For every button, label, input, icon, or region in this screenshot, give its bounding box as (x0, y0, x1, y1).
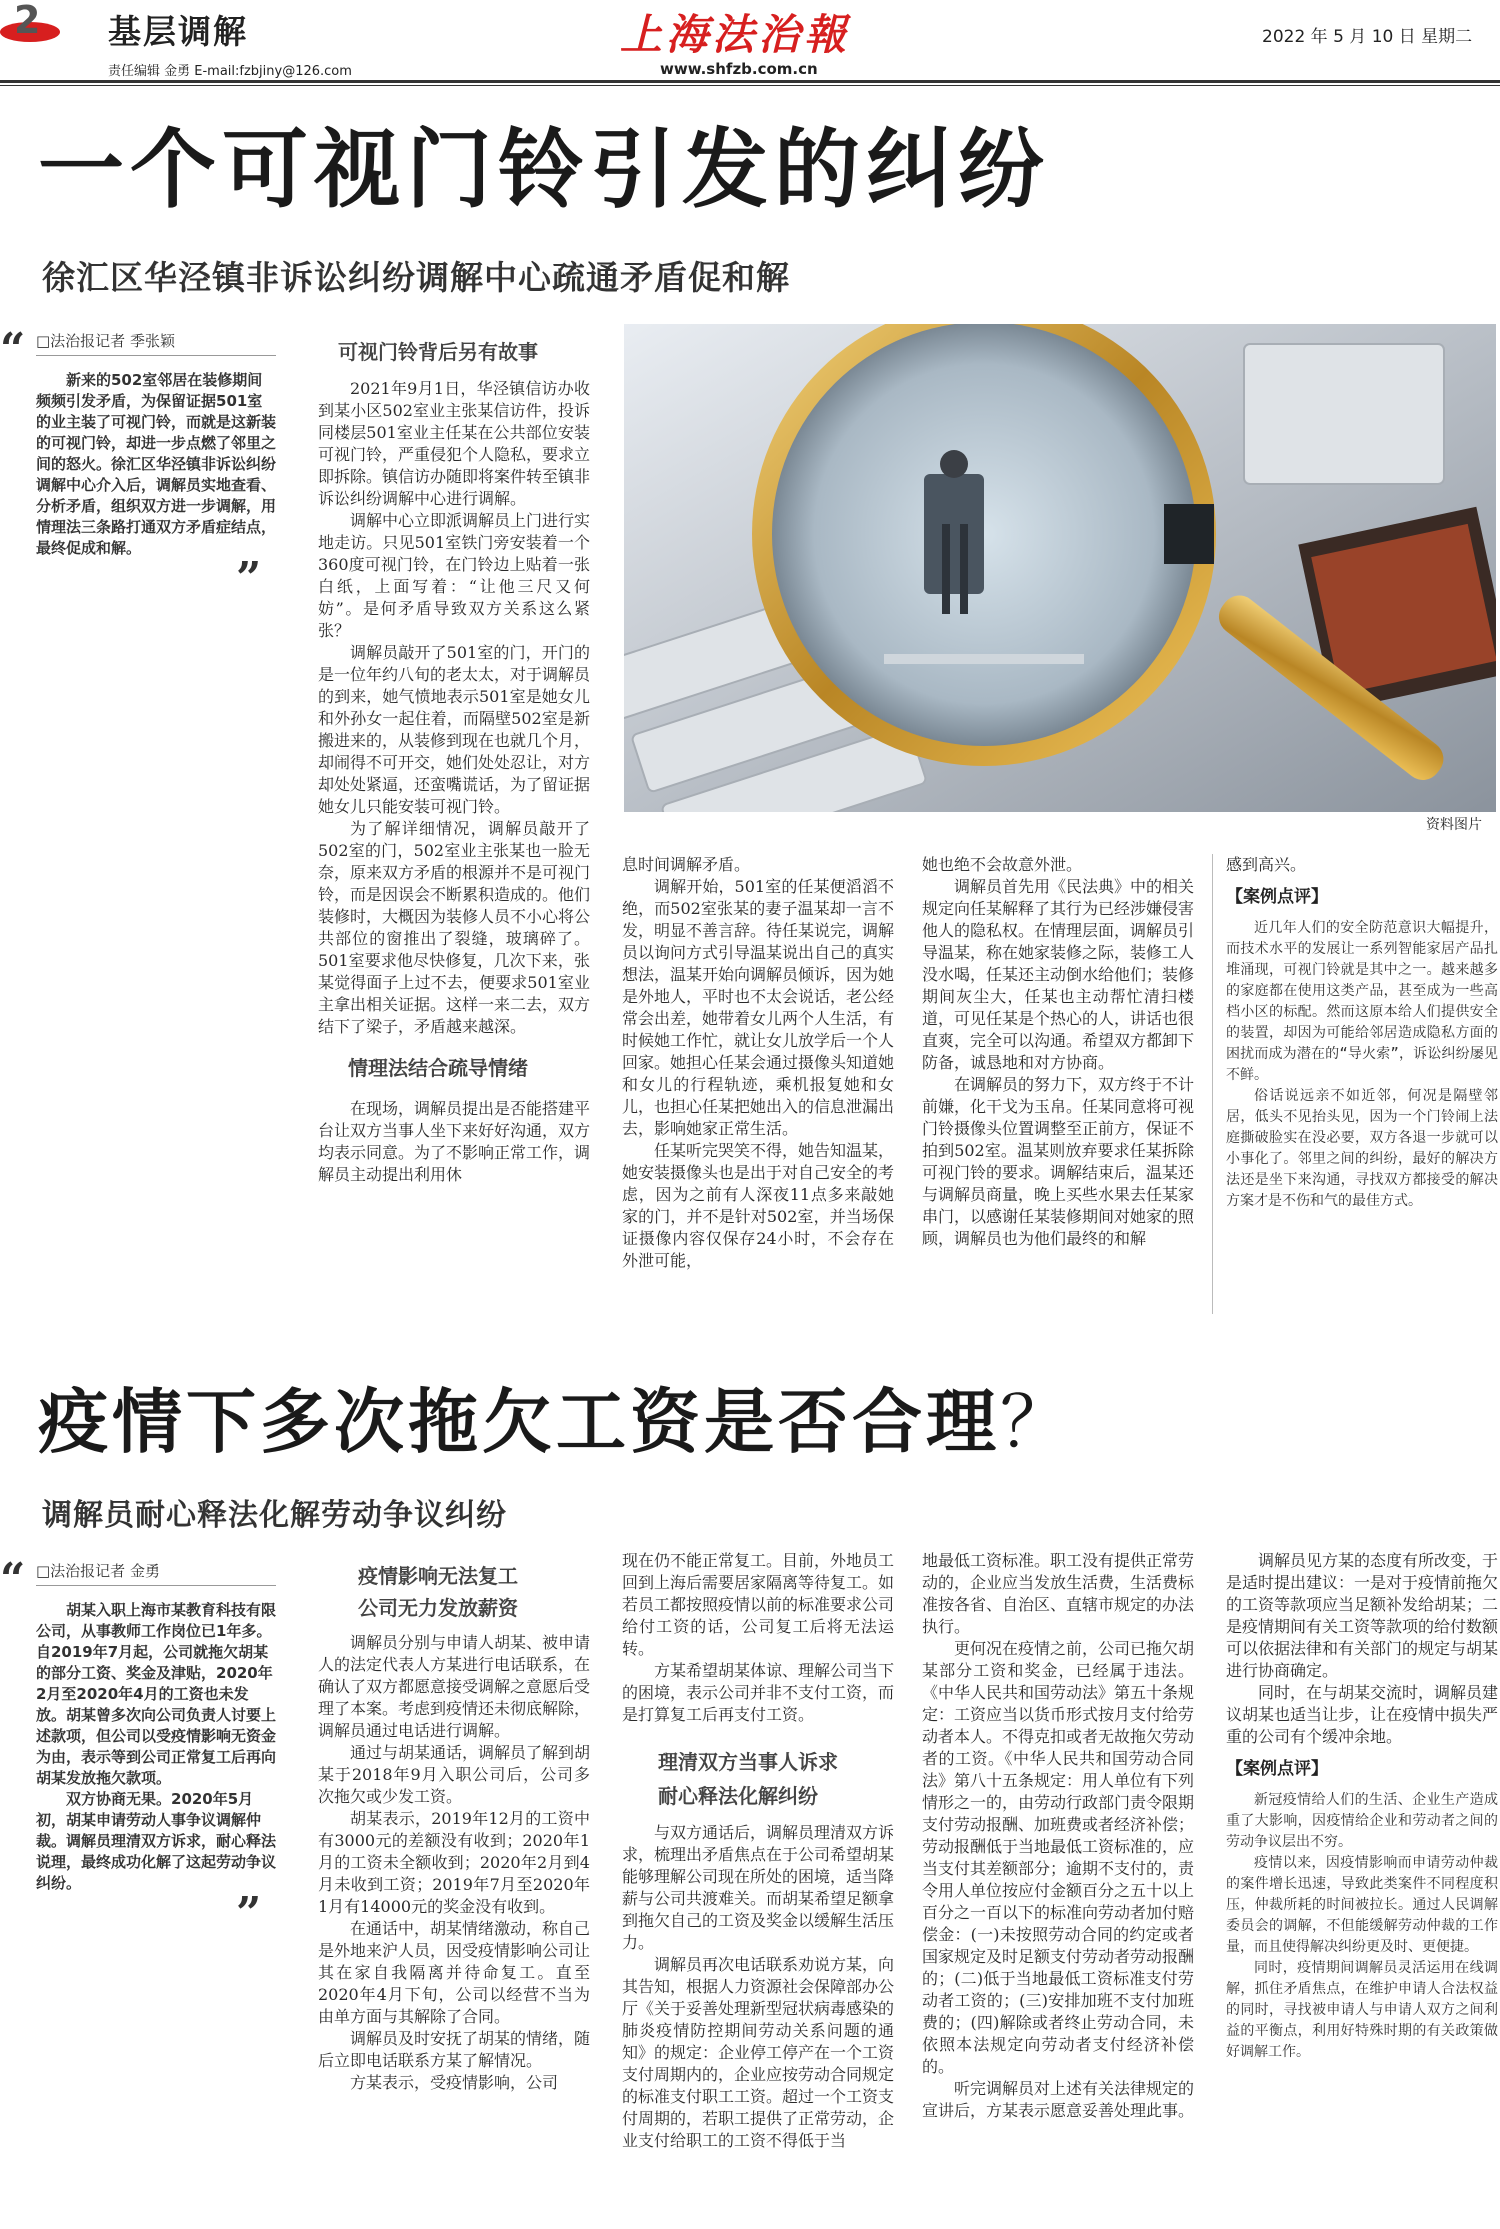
website: www.shfzb.com.cn (660, 60, 818, 78)
article2-comment-title: 【案例点评】 (1226, 1759, 1328, 1779)
open-quote-mark: “ (0, 324, 26, 375)
article1-subhead-1: 可视门铃背后另有故事 (338, 340, 538, 364)
article1-col2-p1: 2021年9月1日，华泾镇信访办收到某小区502室业主张某信访件，投诉同楼层501室业主任某在公共部位安装可视门铃，严重侵犯个人隐私，要求立即拆除。镇信访办随即将案件转至镇非诉讼纠纷调解中心进行调解。 (318, 379, 591, 508)
article2-comment-p2: 疫情以来，因疫情影响而申请劳动仲裁的案件增长迅速，导致此类案件不同程度积压，仲裁所耗的时间被拉长。通过人民调解委员会的调解，不但能缓解劳动仲裁的工作量，而且使得解决纠纷更及时、更便捷。 (1226, 1855, 1498, 1955)
article2-col5 (1226, 1550, 1498, 2063)
article2-subhead: 调解员耐心释法化解劳动争议纠纷 (42, 1498, 507, 1533)
issue-date: 2022 年 5 月 10 日 星期二 (1262, 27, 1473, 47)
article1-subhead-2: 情理法结合疏导情绪 (348, 1056, 528, 1080)
article1-lead-text: 新来的502室邻居在装修期间频频引发矛盾，为保留证据501室的业主装了可视门铃，而就是这新装的可视门铃，却进一步点燃了邻里之间的怒火。徐汇区华泾镇非诉讼纠纷调解中心介入后，调解员实地查看、分析矛盾，组织双方进一步调解，用情理法三条路打通双方矛盾症结点，最终促成和解。 (36, 371, 277, 557)
article1-col3-p2: 调解开始，501室的任某便滔滔不绝，而502室张某的妻子温某却一言不发，明显不善言辞。待任某说完，调解员以询问方式引导温某说出自己的真实想法，温某开始向调解员倾诉，因为她是外地人，平时也不太会说话，老公经常会出差，她带着女儿两个人生活，有时候她工作忙，就让女儿放学后一个人回家。她担心任某会通过摄像头知道她和女儿的行程轨迹，乘机报复她和女儿，也担心任某把她出入的信息泄漏出去，影响她家正常生活。 (622, 877, 895, 1138)
article1-col3 (622, 854, 894, 1272)
article1-lead (36, 370, 276, 559)
article1-col3-p3: 任某听完哭笑不得，她告知温某，她安装摄像头也是出于对自己安全的考虑，因为之前有人深夜11点多来敲她家的门，并不是针对502室，并当场保证摄像内容仅保存24小时，不会存在外泄可能， (622, 1141, 895, 1270)
article2-col3-p4: 调解员再次电话联系劝说方某，向其告知，根据人力资源社会保障部办公厅《关于妥善处理新型冠状病毒感染的肺炎疫情防控期间劳动关系问题的通知》的规定：企业停工停产在一个工资支付周期内的，企业应按劳动合同规定的标准支付职工工资。超过一个工资支付周期的，若职工提供了正常劳动，企业支付给职工的工资不得低于当 (622, 1955, 895, 2150)
article2-headline: 疫情下多次拖欠工资是否合理 (38, 1381, 1000, 1463)
article2-col2-p2: 通过与胡某通话，调解员了解到胡某于2018年9月入职公司后，公司多次拖欠或少发工资。 (318, 1743, 591, 1806)
article1-col2b-p1: 在现场，调解员提出是否能搭建平台让双方当事人坐下来好好沟通，双方均表示同意。为了不影响正常工作，调解员主动提出利用休 (318, 1099, 591, 1184)
article1-col2 (318, 338, 590, 1186)
photo-caption: 资料图片 (1426, 817, 1482, 833)
article2-lead (36, 1600, 276, 1894)
article1-col4-p1: 她也绝不会故意外泄。 (922, 855, 1083, 874)
article2-headline-wrap (38, 1380, 1074, 1464)
article1-col2-p3: 调解员敲开了501室的门，开门的是一位年约八旬的老太太，对于调解员的到来，她气愤地表示501室是她女儿和外孙女一起住着，而隔壁502室是新搬进来的，从装修到现在也就几个月，却闹得不可开交，她们处处忍让，对方却处处紧逼，还蛮嘴谎话，为了留证据她女儿只能安装可视门铃。 (318, 643, 591, 816)
article1-comment (1226, 918, 1498, 1212)
article2-col3-p2: 方某希望胡某体谅、理解公司当下的困境，表示公司并非不支付工资，而是打算复工后再支付工资。 (622, 1661, 895, 1724)
article2-subhead-2a: 理清双方当事人诉求 (658, 1750, 838, 1774)
page-number-badge (0, 2, 62, 44)
article2-lead-box (0, 1554, 277, 1939)
article1-col5-lead: 感到高兴。 (1226, 855, 1307, 874)
article2-col3-p3: 与双方通话后，调解员理清双方诉求，梳理出矛盾焦点在于公司希望胡某能够理解公司现在所处的困境，适当降薪与公司共渡难关。而胡某希望足额拿到拖欠自己的工资及奖金以缓解生活压力。 (622, 1823, 895, 1952)
section-title: 基层调解 (108, 12, 248, 51)
article1-col5-rule (1212, 854, 1213, 1314)
article1-comment-p1: 近几年人们的安全防范意识大幅提升，而技术水平的发展让一系列智能家居产品扎堆涌现，可视门铃就是其中之一。越来越多的家庭都在使用这类产品，甚至成为一些高档小区的标配。然而这原本给人们提供安全的装置，却因为可能给邻居造成隐私方面的困扰而成为潜在的“导火索”，诉讼纠纷屡见不鲜。 (1226, 920, 1498, 1083)
article1-col4 (922, 854, 1194, 1250)
article2-byline: □法治报记者 金勇 (36, 1560, 276, 1586)
article1-col4-p2: 调解员首先用《民法典》中的相关规定向任某解释了其行为已经涉嫌侵害他人的隐私权。在情理层面，调解员引导温某，称在她家装修之际，装修工人没水喝，任某还主动倒水给他们；装修期间灰尘大，任某也主动帮忙清扫楼道，可见任某是个热心的人，讲话也很直爽，完全可以沟通。希望双方都卸下防备，诚恳地和对方协商。 (922, 877, 1195, 1072)
magnifier-keyboard-illustration (624, 324, 1496, 812)
article2-col5-p1: 调解员见方某的态度有所改变，于是适时提出建议：一是对于疫情前拖欠的工资等款项应当足额补发给胡某；二是疫情期间有关工资等款项的给付数额可以依据法律和有关部门的规定与胡某进行协商确定。 (1226, 1551, 1499, 1680)
close-quote-mark: ” (236, 1888, 262, 1939)
editor-line: 责任编辑 金勇 E-mail:fzbjiny@126.com (108, 64, 352, 79)
article2-col2 (318, 1562, 590, 2094)
article1-byline: □法治报记者 季张颖 (36, 330, 276, 356)
article2-col3 (622, 1550, 894, 2152)
article1-col4-p3: 在调解员的努力下，双方终于不计前嫌，化干戈为玉帛。任某同意将可视门铃摄像头位置调整至正前方，保证不拍到502室。温某则放弃要求任某拆除可视门铃的要求。调解结束后，温某还与调解员商量，晚上买些水果去任某家串门，以感谢任某装修期间对她家的照顾，调解员也为他们最终的和解 (922, 1075, 1195, 1248)
article2-subhead-1b: 公司无力发放薪资 (358, 1596, 518, 1620)
article2-col3-p1: 现在仍不能正常复工。目前，外地员工回到上海后需要居家隔离等待复工。如若员工都按照疫情以前的标准要求公司给付工资的话，公司复工后将无法运转。 (622, 1551, 895, 1658)
article2-comment (1226, 1790, 1498, 2063)
header-rule-thin (0, 85, 1500, 86)
masthead: 上海法治報 (620, 10, 851, 59)
article1-col2-p2: 调解中心立即派调解员上门进行实地走访。只见501室铁门旁安装着一个360度可视门铃，在门铃边上贴着一张白纸，上面写着：“让他三尺又何妨”。是何矛盾导致双方关系这么紧张？ (318, 511, 591, 640)
article1-subhead: 徐汇区华泾镇非诉讼纠纷调解中心疏通矛盾促和解 (42, 258, 790, 297)
article1-col5 (1226, 854, 1498, 1212)
article2-lead-p2: 双方协商无果。2020年5月初，胡某申请劳动人事争议调解仲裁。调解员理清双方诉求，耐心释法说理，最终成功化解了这起劳动争议纠纷。 (36, 1790, 277, 1892)
article2-comment-p1: 新冠疫情给人们的生活、企业生产造成重了大影响，因疫情给企业和劳动者之间的劳动争议层出不穷。 (1226, 1792, 1498, 1850)
article1-photo (624, 324, 1496, 812)
article1-lead-box (0, 324, 277, 604)
page-number: 2 (14, 0, 41, 42)
article1-headline: 一个可视门铃引发的纠纷 (38, 120, 1050, 220)
open-quote-mark: “ (0, 1554, 26, 1605)
article2-col2-p6: 方某表示，受疫情影响，公司 (350, 2073, 559, 2092)
header-rule (0, 80, 1500, 83)
article2-col2-p3: 胡某表示，2019年12月的工资中有3000元的差额没有收到；2020年1月的工资未全额收到；2020年2月到4月未收到工资；2019年7月至2020年1月有14000元的奖金没有收到。 (318, 1809, 590, 1916)
article2-col2-p5: 调解员及时安抚了胡某的情绪，随后立即电话联系方某了解情况。 (318, 2029, 591, 2070)
article2-comment-p3: 同时，疫情期间调解员灵活运用在线调解，抓住矛盾焦点，在维护申请人合法权益的同时，寻找被申请人与申请人双方之间利益的平衡点，利用好特殊时期的有关政策做好调解工作。 (1226, 1960, 1498, 2060)
article2-lead-p1: 胡某入职上海市某教育科技有限公司，从事教师工作岗位已1年多。自2019年7月起，公司就拖欠胡某的部分工资、奖金及津贴，2020年2月至2020年4月的工资也未发放。胡某曾多次向公司负责人讨要上述款项，但公司以受疫情影响无资金为由，表示等到公司正常复工后再向胡某发放拖欠款项。 (36, 1601, 277, 1787)
article2-subhead-1a: 疫情影响无法复工 (358, 1564, 518, 1588)
close-quote-mark: ” (236, 553, 262, 604)
article1-col3-p1: 息时间调解矛盾。 (622, 855, 751, 874)
article2-headline-question: ？ (1000, 1381, 1074, 1463)
article2-col5-p2: 同时，在与胡某交流时，调解员建议胡某也适当让步，让在疫情中损失严重的公司有个缓冲余地。 (1226, 1683, 1499, 1746)
article1-comment-title: 【案例点评】 (1226, 887, 1328, 907)
article2-col4-p2: 更何况在疫情之前，公司已拖欠胡某部分工资和奖金，已经属于违法。《中华人民共和国劳动法》第五十条规定：工资应当以货币形式按月支付给劳动者本人。不得克扣或者无故拖欠劳动者的工资。《中华人民共和国劳动合同法》第八十五条规定：用人单位有下列情形之一的，由劳动行政部门责令限期支付劳动报酬、加班费或者经济补偿；劳动报酬低于当地最低工资标准的，应当支付其差额部分；逾期不支付的，责令用人单位按应付金额百分之五十以上百分之一百以下的标准向劳动者加付赔偿金：(一)未按照劳动合同的约定或者国家规定及时足额支付劳动者劳动报酬的；(二)低于当地最低工资标准支付劳动者工资的；(三)安排加班不支付加班费的；(四)解除或者终止劳动合同，未依照本法规定向劳动者支付经济补偿的。 (922, 1639, 1195, 2076)
article2-col4 (922, 1550, 1194, 2122)
article2-col4-p1: 地最低工资标准。职工没有提供正常劳动的，企业应当发放生活费，生活费标准按各省、自治区、直辖市规定的办法执行。 (922, 1551, 1195, 1636)
article2-subhead-2b: 耐心释法化解纠纷 (658, 1784, 818, 1808)
article2-col4-p3: 听完调解员对上述有关法律规定的宣讲后，方某表示愿意妥善处理此事。 (922, 2079, 1195, 2120)
article1-col2-p4: 为了解详细情况，调解员敲开了502室的门，502室业主张某也一脸无奈，原来双方矛盾的根源并不是可视门铃，而是因误会不断累积造成的。他们装修时，大概因为装修人员不小心将公共部位的窗推出了裂缝，玻璃碎了。501室要求他尽快修复，几次下来，张某觉得面子上过不去，便要求501室业主拿出相关证据。这样一来二去，双方结下了梁子，矛盾越来越深。 (318, 819, 591, 1036)
article2-col2-p4: 在通话中，胡某情绪激动，称自己是外地来沪人员，因受疫情影响公司让其在家自我隔离并待命复工。直至2020年4月下旬，公司以经营不当为由单方面与其解除了合同。 (318, 1919, 591, 2026)
article1-comment-p2: 俗话说远亲不如近邻，何况是隔壁邻居，低头不见抬头见，因为一个门铃闹上法庭撕破脸实在没必要，双方各退一步就可以小事化了。邻里之间的纠纷，最好的解决方法还是坐下来沟通，寻找双方都接受的解决方案才是不伤和气的最佳方式。 (1226, 1088, 1498, 1209)
article2-col2-p1: 调解员分别与申请人胡某、被申请人的法定代表人方某进行电话联系，在确认了双方都愿意接受调解之意愿后受理了本案。考虑到疫情还未彻底解除，调解员通过电话进行调解。 (318, 1633, 591, 1740)
